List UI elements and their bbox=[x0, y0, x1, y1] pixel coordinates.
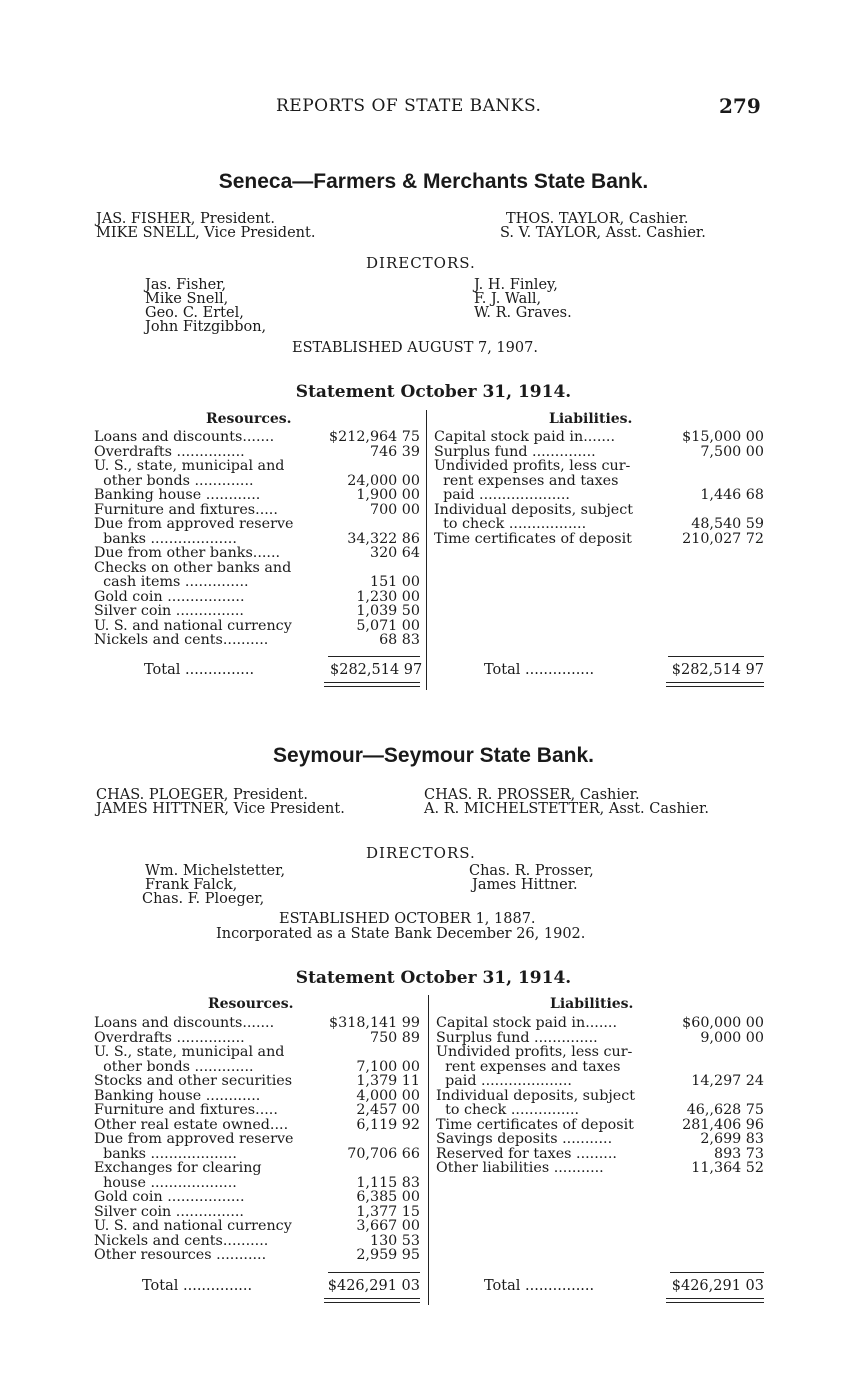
ledger-value: 2,959 95 bbox=[356, 1247, 420, 1263]
officer-asst-cashier: S. V. TAYLOR, Asst. Cashier. bbox=[500, 225, 706, 241]
ledger-value: 130 53 bbox=[369, 1232, 420, 1249]
ledger-row bbox=[94, 1103, 420, 1118]
ledger-row bbox=[436, 1161, 764, 1176]
ledger-row bbox=[436, 1147, 764, 1162]
total-liabilities: $282,514 97 bbox=[671, 662, 764, 678]
ledger-label: U. S., state, municipal and bbox=[94, 1044, 285, 1060]
page-number: 279 bbox=[719, 94, 761, 118]
ledger-row bbox=[94, 459, 420, 474]
ledger-label: Surplus fund .............. bbox=[434, 443, 596, 460]
subtotal-rule bbox=[328, 1272, 420, 1273]
ledger-row bbox=[94, 619, 420, 634]
ledger-label: Individual deposits, subject bbox=[436, 1087, 636, 1104]
ledger-label: Undivided profits, less cur- bbox=[436, 1044, 633, 1060]
liabilities-table bbox=[436, 1016, 764, 1176]
ledger-label: Banking house ............ bbox=[94, 487, 261, 503]
ledger-value: 5,071 00 bbox=[356, 617, 420, 634]
ledger-value: 1,230 00 bbox=[356, 588, 420, 605]
ledger-value: 11,364 52 bbox=[691, 1160, 764, 1176]
ledger-value: 48,540 59 bbox=[691, 516, 764, 532]
subtotal-rule bbox=[328, 656, 420, 657]
ledger-value: 68 83 bbox=[379, 632, 420, 648]
ledger-label: Nickels and cents.......... bbox=[94, 632, 269, 648]
ledger-value: 746 39 bbox=[369, 443, 420, 460]
ledger-label: Capital stock paid in....... bbox=[436, 1015, 618, 1031]
ledger-row bbox=[94, 1219, 420, 1234]
double-rule bbox=[324, 686, 420, 687]
ledger-label: Banking house ............ bbox=[94, 1087, 261, 1104]
ledger-row bbox=[94, 503, 420, 518]
ledger-row bbox=[94, 561, 420, 576]
double-rule bbox=[666, 682, 764, 683]
ledger-row bbox=[434, 517, 764, 532]
ledger-label: Exchanges for clearing bbox=[94, 1160, 262, 1176]
ledger-label: Furniture and fixtures..... bbox=[94, 501, 278, 518]
ledger-row bbox=[94, 474, 420, 489]
ledger-label: Due from other banks...... bbox=[94, 545, 281, 561]
ledger-value: $60,000 00 bbox=[682, 1015, 764, 1031]
ledger-label: Loans and discounts....... bbox=[94, 1015, 275, 1031]
double-rule bbox=[666, 1302, 764, 1303]
ledger-value: 1,379 11 bbox=[356, 1073, 420, 1089]
ledger-label: banks ................... bbox=[94, 1145, 237, 1162]
ledger-row bbox=[436, 1074, 764, 1089]
ledger-label: Silver coin ............... bbox=[94, 603, 244, 619]
ledger-value: 14,297 24 bbox=[691, 1073, 764, 1089]
ledger-row bbox=[94, 1161, 420, 1176]
ledger-value: 7,100 00 bbox=[356, 1058, 420, 1075]
ledger-label: paid .................... bbox=[436, 1073, 572, 1089]
directors-heading: DIRECTORS. bbox=[366, 254, 476, 272]
ledger-row bbox=[434, 430, 764, 445]
total-label: Total ............... bbox=[484, 1278, 595, 1294]
ledger-row bbox=[94, 604, 420, 619]
ledger-row bbox=[94, 430, 420, 445]
ledger-row bbox=[94, 1234, 420, 1249]
double-rule bbox=[666, 1298, 764, 1299]
ledger-value: 281,406 96 bbox=[682, 1116, 764, 1133]
column-divider bbox=[426, 410, 427, 690]
ledger-label: other bonds ............. bbox=[94, 1058, 254, 1075]
ledger-row bbox=[94, 1205, 420, 1220]
ledger-value: 320 64 bbox=[369, 545, 420, 561]
column-divider bbox=[428, 995, 429, 1305]
ledger-row bbox=[434, 532, 764, 547]
director: J. H. Finley, bbox=[474, 277, 558, 293]
officer-president: JAS. FISHER, President. bbox=[96, 211, 275, 227]
ledger-row bbox=[436, 1132, 764, 1147]
ledger-label: cash items .............. bbox=[94, 574, 249, 590]
total-resources: $282,514 97 bbox=[330, 662, 423, 678]
ledger-value: 9,000 00 bbox=[700, 1029, 764, 1046]
ledger-row bbox=[94, 1248, 420, 1263]
ledger-value: 1,900 00 bbox=[356, 487, 420, 503]
double-rule bbox=[324, 1298, 420, 1299]
officer-asst-cashier: A. R. MICHELSTETTER, Asst. Cashier. bbox=[424, 801, 709, 817]
ledger-label: Capital stock paid in....... bbox=[434, 429, 616, 445]
ledger-row bbox=[94, 488, 420, 503]
ledger-value: 3,667 00 bbox=[356, 1218, 420, 1234]
ledger-label: paid .................... bbox=[434, 487, 570, 503]
ledger-value: 46,,628 75 bbox=[686, 1102, 764, 1118]
ledger-label: to check ................. bbox=[434, 516, 587, 532]
ledger-row bbox=[94, 546, 420, 561]
ledger-value: 1,377 15 bbox=[356, 1203, 420, 1220]
ledger-row bbox=[434, 459, 764, 474]
ledger-label: other bonds ............. bbox=[94, 472, 254, 489]
ledger-value: 6,385 00 bbox=[356, 1189, 420, 1205]
ledger-row bbox=[94, 1132, 420, 1147]
ledger-value: 151 00 bbox=[369, 574, 420, 590]
ledger-label: Due from approved reserve bbox=[94, 1131, 294, 1147]
ledger-label: Due from approved reserve bbox=[94, 516, 294, 532]
ledger-label: Overdrafts ............... bbox=[94, 1029, 245, 1046]
ledger-row bbox=[436, 1060, 764, 1075]
ledger-row bbox=[94, 445, 420, 460]
ledger-label: Nickels and cents.......... bbox=[94, 1232, 269, 1249]
resources-table bbox=[94, 1016, 420, 1263]
ledger-row bbox=[94, 1176, 420, 1191]
ledger-row bbox=[436, 1103, 764, 1118]
director: W. R. Graves. bbox=[474, 305, 572, 321]
ledger-row bbox=[436, 1045, 764, 1060]
total-resources: $426,291 03 bbox=[327, 1278, 420, 1294]
ledger-value: $318,141 99 bbox=[329, 1015, 420, 1031]
ledger-row bbox=[436, 1031, 764, 1046]
established-line: ESTABLISHED OCTOBER 1, 1887. bbox=[279, 911, 536, 927]
ledger-label: Surplus fund .............. bbox=[436, 1029, 598, 1046]
ledger-value: 2,699 83 bbox=[700, 1131, 764, 1147]
officer-cashier: CHAS. R. PROSSER, Cashier. bbox=[424, 787, 640, 803]
ledger-row bbox=[94, 1089, 420, 1104]
resources-heading: Resources. bbox=[208, 996, 294, 1012]
ledger-value: 6,119 92 bbox=[356, 1116, 420, 1133]
ledger-value: 893 73 bbox=[713, 1145, 764, 1162]
ledger-row bbox=[94, 575, 420, 590]
ledger-row bbox=[94, 1016, 420, 1031]
total-label: Total ............... bbox=[144, 662, 255, 678]
ledger-row bbox=[434, 445, 764, 460]
officer-president: CHAS. PLOEGER, President. bbox=[96, 787, 308, 803]
ledger-row bbox=[94, 590, 420, 605]
double-rule bbox=[666, 686, 764, 687]
director: Chas. R. Prosser, bbox=[469, 863, 594, 879]
ledger-row bbox=[436, 1118, 764, 1133]
officer-vice-president: MIKE SNELL, Vice President. bbox=[96, 225, 316, 241]
officer-cashier: THOS. TAYLOR, Cashier. bbox=[506, 211, 689, 227]
running-title: REPORTS OF STATE BANKS. bbox=[276, 96, 542, 116]
ledger-label: Stocks and other securities bbox=[94, 1073, 293, 1089]
ledger-value: 700 00 bbox=[369, 501, 420, 518]
ledger-row bbox=[94, 532, 420, 547]
ledger-row bbox=[94, 633, 420, 648]
liabilities-heading: Liabilities. bbox=[550, 996, 634, 1012]
bank-title: Seymour—Seymour State Bank. bbox=[273, 744, 594, 767]
ledger-row bbox=[94, 1060, 420, 1075]
ledger-label: Overdrafts ............... bbox=[94, 443, 245, 460]
ledger-row bbox=[94, 1118, 420, 1133]
ledger-row bbox=[94, 517, 420, 532]
ledger-label: Checks on other banks and bbox=[94, 559, 292, 576]
ledger-row bbox=[94, 1147, 420, 1162]
ledger-value: 1,115 83 bbox=[356, 1174, 420, 1191]
ledger-row bbox=[94, 1031, 420, 1046]
total-label: Total ............... bbox=[484, 662, 595, 678]
resources-heading: Resources. bbox=[206, 411, 292, 427]
ledger-label: Time certificates of deposit bbox=[436, 1116, 634, 1133]
ledger-label: Individual deposits, subject bbox=[434, 501, 634, 518]
director: John Fitzgibbon, bbox=[145, 319, 267, 335]
incorporated-line: Incorporated as a State Bank December 26, 1902. bbox=[216, 926, 586, 942]
ledger-row bbox=[434, 503, 764, 518]
double-rule bbox=[324, 1302, 420, 1303]
ledger-value: 210,027 72 bbox=[682, 530, 764, 547]
ledger-label: house ................... bbox=[94, 1174, 237, 1191]
ledger-label: rent expenses and taxes bbox=[436, 1058, 621, 1075]
ledger-label: Time certificates of deposit bbox=[434, 530, 632, 547]
total-label: Total ............... bbox=[142, 1278, 253, 1294]
ledger-label: Other real estate owned.... bbox=[94, 1116, 289, 1133]
ledger-label: Gold coin ................. bbox=[94, 1189, 245, 1205]
ledger-value: 2,457 00 bbox=[356, 1102, 420, 1118]
ledger-row bbox=[434, 474, 764, 489]
director: Mike Snell, bbox=[145, 291, 229, 307]
ledger-label: Gold coin ................. bbox=[94, 588, 245, 605]
ledger-row bbox=[436, 1016, 764, 1031]
statement-title: Statement October 31, 1914. bbox=[295, 968, 572, 988]
liabilities-table bbox=[434, 430, 764, 546]
ledger-value: 1,039 50 bbox=[356, 603, 420, 619]
ledger-label: to check ............... bbox=[436, 1102, 580, 1118]
ledger-value: 4,000 00 bbox=[356, 1087, 420, 1104]
liabilities-heading: Liabilities. bbox=[549, 411, 633, 427]
ledger-value: $15,000 00 bbox=[682, 429, 764, 445]
director: Wm. Michelstetter, bbox=[145, 863, 286, 879]
ledger-label: Reserved for taxes ......... bbox=[436, 1145, 617, 1162]
ledger-label: Loans and discounts....... bbox=[94, 429, 275, 445]
ledger-label: U. S., state, municipal and bbox=[94, 458, 285, 474]
ledger-label: banks ................... bbox=[94, 530, 237, 547]
statement-title: Statement October 31, 1914. bbox=[295, 382, 572, 402]
ledger-row bbox=[434, 488, 764, 503]
ledger-value: 24,000 00 bbox=[347, 472, 420, 489]
resources-table bbox=[94, 430, 420, 648]
bank-title: Seneca—Farmers & Merchants State Bank. bbox=[218, 170, 649, 193]
ledger-value: 70,706 66 bbox=[347, 1145, 420, 1162]
director: F. J. Wall, bbox=[474, 291, 542, 307]
established-line: ESTABLISHED AUGUST 7, 1907. bbox=[292, 340, 538, 356]
ledger-row bbox=[94, 1190, 420, 1205]
director: James Hittner. bbox=[472, 877, 578, 893]
subtotal-rule bbox=[668, 656, 764, 657]
director: Chas. F. Ploeger, bbox=[142, 891, 265, 907]
ledger-value: 34,322 86 bbox=[347, 530, 420, 547]
ledger-row bbox=[94, 1045, 420, 1060]
ledger-label: Furniture and fixtures..... bbox=[94, 1102, 278, 1118]
ledger-label: Savings deposits ........... bbox=[436, 1131, 613, 1147]
ledger-row bbox=[94, 1074, 420, 1089]
ledger-value: 7,500 00 bbox=[700, 443, 764, 460]
ledger-value: 1,446 68 bbox=[700, 487, 764, 503]
ledger-label: U. S. and national currency bbox=[94, 617, 292, 634]
ledger-label: rent expenses and taxes bbox=[434, 472, 619, 489]
directors-heading: DIRECTORS. bbox=[366, 844, 476, 862]
officer-vice-president: JAMES HITTNER, Vice President. bbox=[96, 801, 345, 817]
double-rule bbox=[324, 682, 420, 683]
director: Jas. Fisher, bbox=[145, 277, 227, 293]
ledger-label: Undivided profits, less cur- bbox=[434, 458, 631, 474]
ledger-label: Other liabilities ........... bbox=[436, 1160, 604, 1176]
director: Frank Falck, bbox=[145, 877, 238, 893]
ledger-label: Other resources ........... bbox=[94, 1247, 267, 1263]
total-liabilities: $426,291 03 bbox=[671, 1278, 764, 1294]
ledger-row bbox=[436, 1089, 764, 1104]
ledger-value: $212,964 75 bbox=[329, 429, 420, 445]
subtotal-rule bbox=[670, 1272, 764, 1273]
director: Geo. C. Ertel, bbox=[145, 305, 244, 321]
ledger-label: Silver coin ............... bbox=[94, 1203, 244, 1220]
ledger-value: 750 89 bbox=[369, 1029, 420, 1046]
ledger-label: U. S. and national currency bbox=[94, 1218, 292, 1234]
